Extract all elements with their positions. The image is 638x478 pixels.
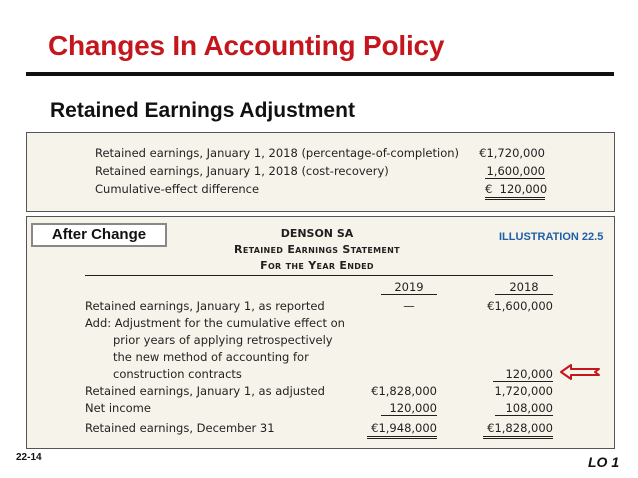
column-header-2019: 2019 xyxy=(381,280,437,295)
statement-cell-2018: 1,720,000 xyxy=(494,384,553,398)
statement-total-2019: €1,948,000 xyxy=(367,421,437,439)
column-header-2018: 2018 xyxy=(495,280,553,295)
statement-cell-2019: — xyxy=(403,299,415,313)
statement-row-label: Add: Adjustment for the cumulative effect on xyxy=(85,316,345,330)
statement-cell-2019: €1,828,000 xyxy=(371,384,437,398)
statement-row-label: Retained earnings, January 1, as adjusted xyxy=(85,384,325,398)
title-divider xyxy=(26,72,614,76)
statement-name: Retained Earnings Statement xyxy=(234,243,400,256)
statement-row-label: Net income xyxy=(85,401,151,415)
top-row-value: €1,720,000 xyxy=(479,146,545,160)
statement-row-label: Retained earnings, December 31 xyxy=(85,421,275,435)
statement-row-label: Retained earnings, January 1, as reported xyxy=(85,299,325,313)
top-row-total: € 120,000 xyxy=(485,182,545,200)
company-name: DENSON SA xyxy=(280,227,354,240)
top-row-value: 1,600,000 xyxy=(486,164,545,178)
slide-subtitle: Retained Earnings Adjustment xyxy=(50,99,355,122)
statement-row-label: the new method of accounting for xyxy=(113,350,309,364)
top-row-label: Retained earnings, January 1, 2018 (percentage-of-completion) xyxy=(95,146,460,160)
illustration-label: ILLUSTRATION 22.5 xyxy=(499,231,604,243)
page-number: 22-14 xyxy=(16,452,42,463)
left-arrow-icon xyxy=(559,363,601,381)
top-row-label: Retained earnings, January 1, 2018 (cost-recovery) xyxy=(95,164,389,178)
top-row-label: Cumulative-effect difference xyxy=(95,182,260,196)
statement-row-label: prior years of applying retrospectively xyxy=(113,333,333,347)
slide-title: Changes In Accounting Policy xyxy=(48,30,445,61)
header-rule xyxy=(85,275,553,276)
retained-earnings-statement xyxy=(26,216,615,449)
statement-period: For the Year Ended xyxy=(260,259,374,272)
statement-total-2018: €1,828,000 xyxy=(483,421,553,439)
statement-cell-2018: €1,600,000 xyxy=(487,299,553,313)
statement-row-label: construction contracts xyxy=(113,367,242,381)
statement-cell-2018: 108,000 xyxy=(495,401,553,416)
after-change-badge: After Change xyxy=(31,223,167,247)
learning-objective: LO 1 xyxy=(588,454,620,470)
cumulative-effect-panel xyxy=(26,132,615,212)
adjustment-amount: 120,000 xyxy=(493,367,553,382)
statement-cell-2019: 120,000 xyxy=(381,401,437,416)
